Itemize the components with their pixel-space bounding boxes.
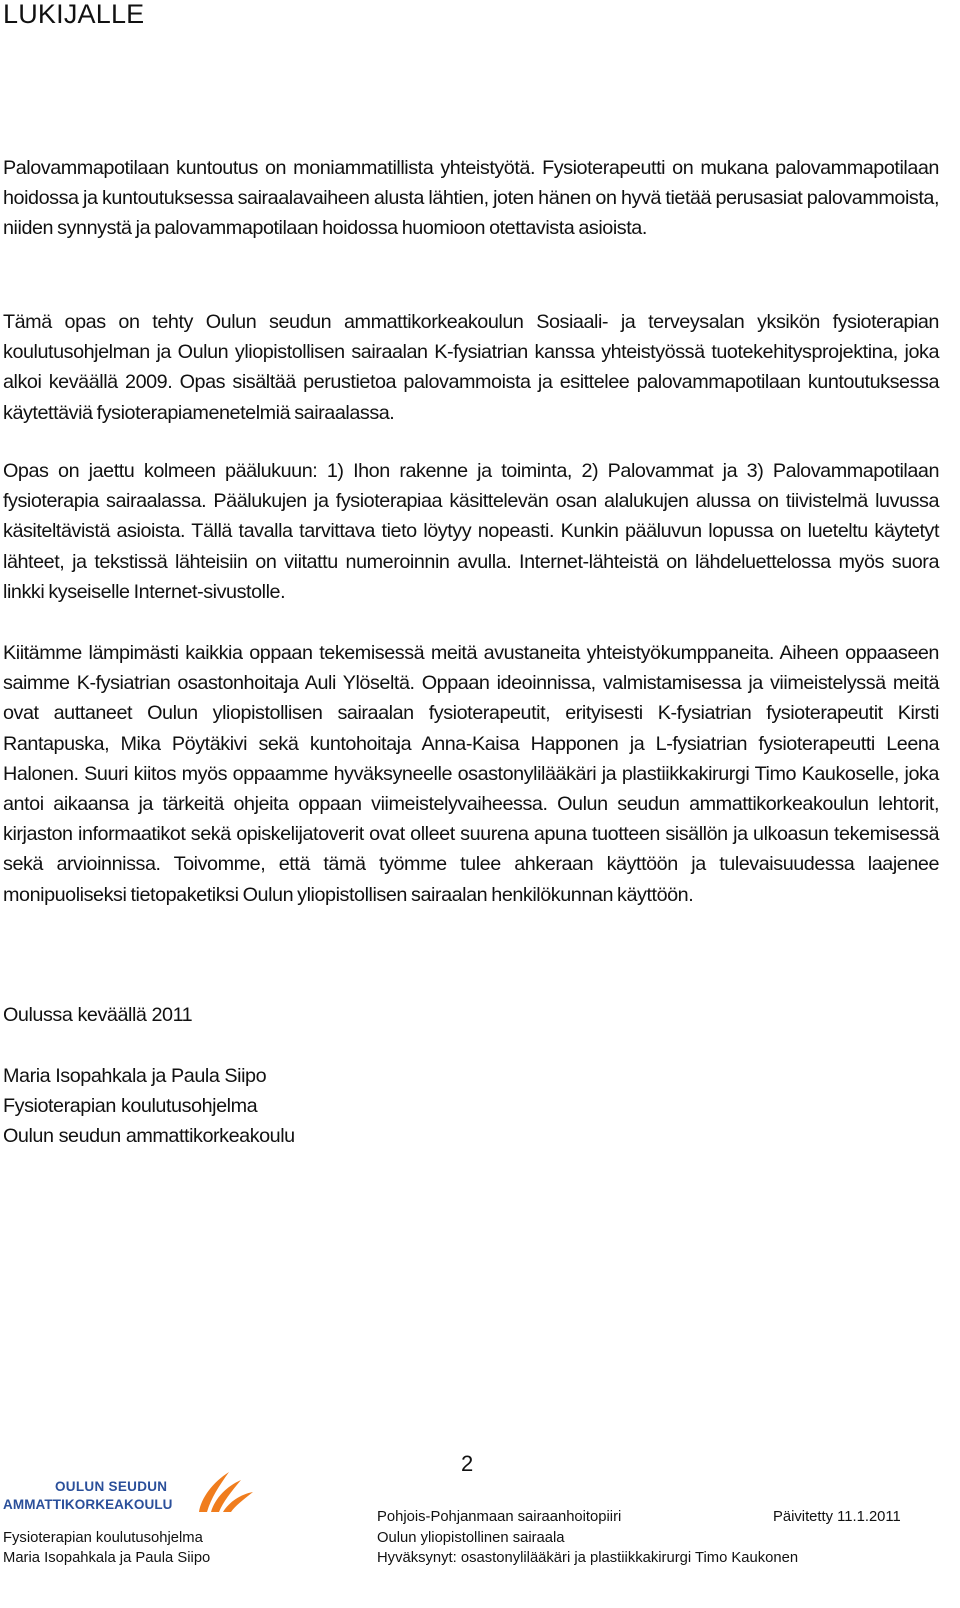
body-paragraph-acknowledgements: Kiitämme lämpimästi kaikkia oppaan tekemisessä meitä avustaneita yhteistyökumppaneita. Aiheen oppaaseen saimme K-fysiatrian osastonhoitaja Auli Ylöseltä. Oppaan ideoinnissa, valmistamisessa ja viimeistelyssä meitä ovat auttaneet Oulun yliopistollisen sairaalan fysioterapeutit, erityisesti K-fysiatrian fysioterapeutit Kirsti Rantapuska, Mika Pöytäkivi sekä kuntohoitaja Anna-Kaisa Happonen ja L-fysiatrian fysioterapeutti Leena Halonen. Suuri kiitos myös oppaamme hyväksyneelle osastonylilääkäri ja plastiikkakirurgi Timo Kaukoselle, joka antoi aikaansa ja tärkeitä ohjeita oppaan viimeistelyvaiheessa. Oulun seudun ammattikorkeakoulun lehtorit, kirjaston informaatikot sekä opiskelijatoverit ovat olleet suurena apuna tuotteen sisällön ja ulkoasun tekemisessä sekä arvioinnissa. Toivomme, että tämä työmme tulee ahkeraan käyttöön ja tulevaisuudessa laajenee monipuoliseksi tietopaketiksi Oulun yliopistollisen sairaalan henkilökunnan käyttöön.: [3, 642, 939, 906]
footer-approval: Hyväksynyt: osastonylilääkäri ja plastiikkakirurgi Timo Kaukonen: [377, 1550, 799, 1566]
flame-icon: [199, 1472, 253, 1512]
signature-block: [3, 1061, 295, 1152]
footer-hospital: Oulun yliopistollinen sairaala: [377, 1530, 565, 1546]
body-paragraph-background: Tämä opas on tehty Oulun seudun ammattikorkeakoulun Sosiaali- ja terveysalan yksikön fysioterapian koulutusohjelman ja Oulun yliopistollisen sairaalan K-fysiatrian kanssa yhteistyössä tuotekehitysprojektina, joka alkoi keväällä 2009. Opas sisältää perustietoa palovammoista ja esittelee palovammapotilaan kuntoutuksessa käytettäviä fysioterapiamenetelmiä sairaalassa.: [3, 311, 939, 424]
oamk-logo: [3, 1468, 263, 1516]
logo-line-2: AMMATTIKORKEAKOULU: [3, 1497, 173, 1512]
footer-hospital-district: Pohjois-Pohjanmaan sairaanhoitopiiri: [377, 1509, 622, 1525]
logo-line-1: OULUN SEUDUN: [55, 1479, 168, 1494]
body-paragraph-intro: Palovammapotilaan kuntoutus on moniammatillista yhteistyötä. Fysioterapeutti on mukana palovammapotilaan hoidossa ja kuntoutuksessa sairaalavaiheen alusta lähtien, joten hänen on hyvä tietää perusasiat palovammoista, niiden synnystä ja palovammapotilaan hoidossa huomioon otettavista asioista.: [3, 157, 939, 240]
footer-updated-date: Päivitetty 11.1.2011: [773, 1509, 901, 1525]
closing-place-date: Oulussa keväällä 2011: [3, 1004, 193, 1026]
footer-authors: Maria Isopahkala ja Paula Siipo: [3, 1550, 211, 1566]
footer-programme: Fysioterapian koulutusohjelma: [3, 1530, 203, 1546]
signature-authors: Maria Isopahkala ja Paula Siipo: [3, 1065, 267, 1087]
page-title: LUKIJALLE: [3, 0, 145, 29]
page-number: 2: [461, 1451, 474, 1476]
signature-programme: Fysioterapian koulutusohjelma: [3, 1095, 258, 1118]
signature-institution: Oulun seudun ammattikorkeakoulu: [3, 1125, 295, 1148]
body-paragraph-structure: Opas on jaettu kolmeen päälukuun: 1) Ihon rakenne ja toiminta, 2) Palovammat ja 3) Palovammapotilaan fysioterapia sairaalassa. Päälukujen ja fysioterapiaa käsittelevän osan alalukujen alussa on tiivistelmä luvussa käsiteltävistä asioista. Tällä tavalla tarvittava tieto löytyy nopeasti. Kunkin pääluvun lopussa on lueteltu käytetyt lähteet, ja tekstissä lähteisiin on viitattu numeroinnin avulla. Internet-lähteistä on lähdeluettelossa myös suora linkki kyseiselle Internet-sivustolle.: [3, 460, 939, 603]
